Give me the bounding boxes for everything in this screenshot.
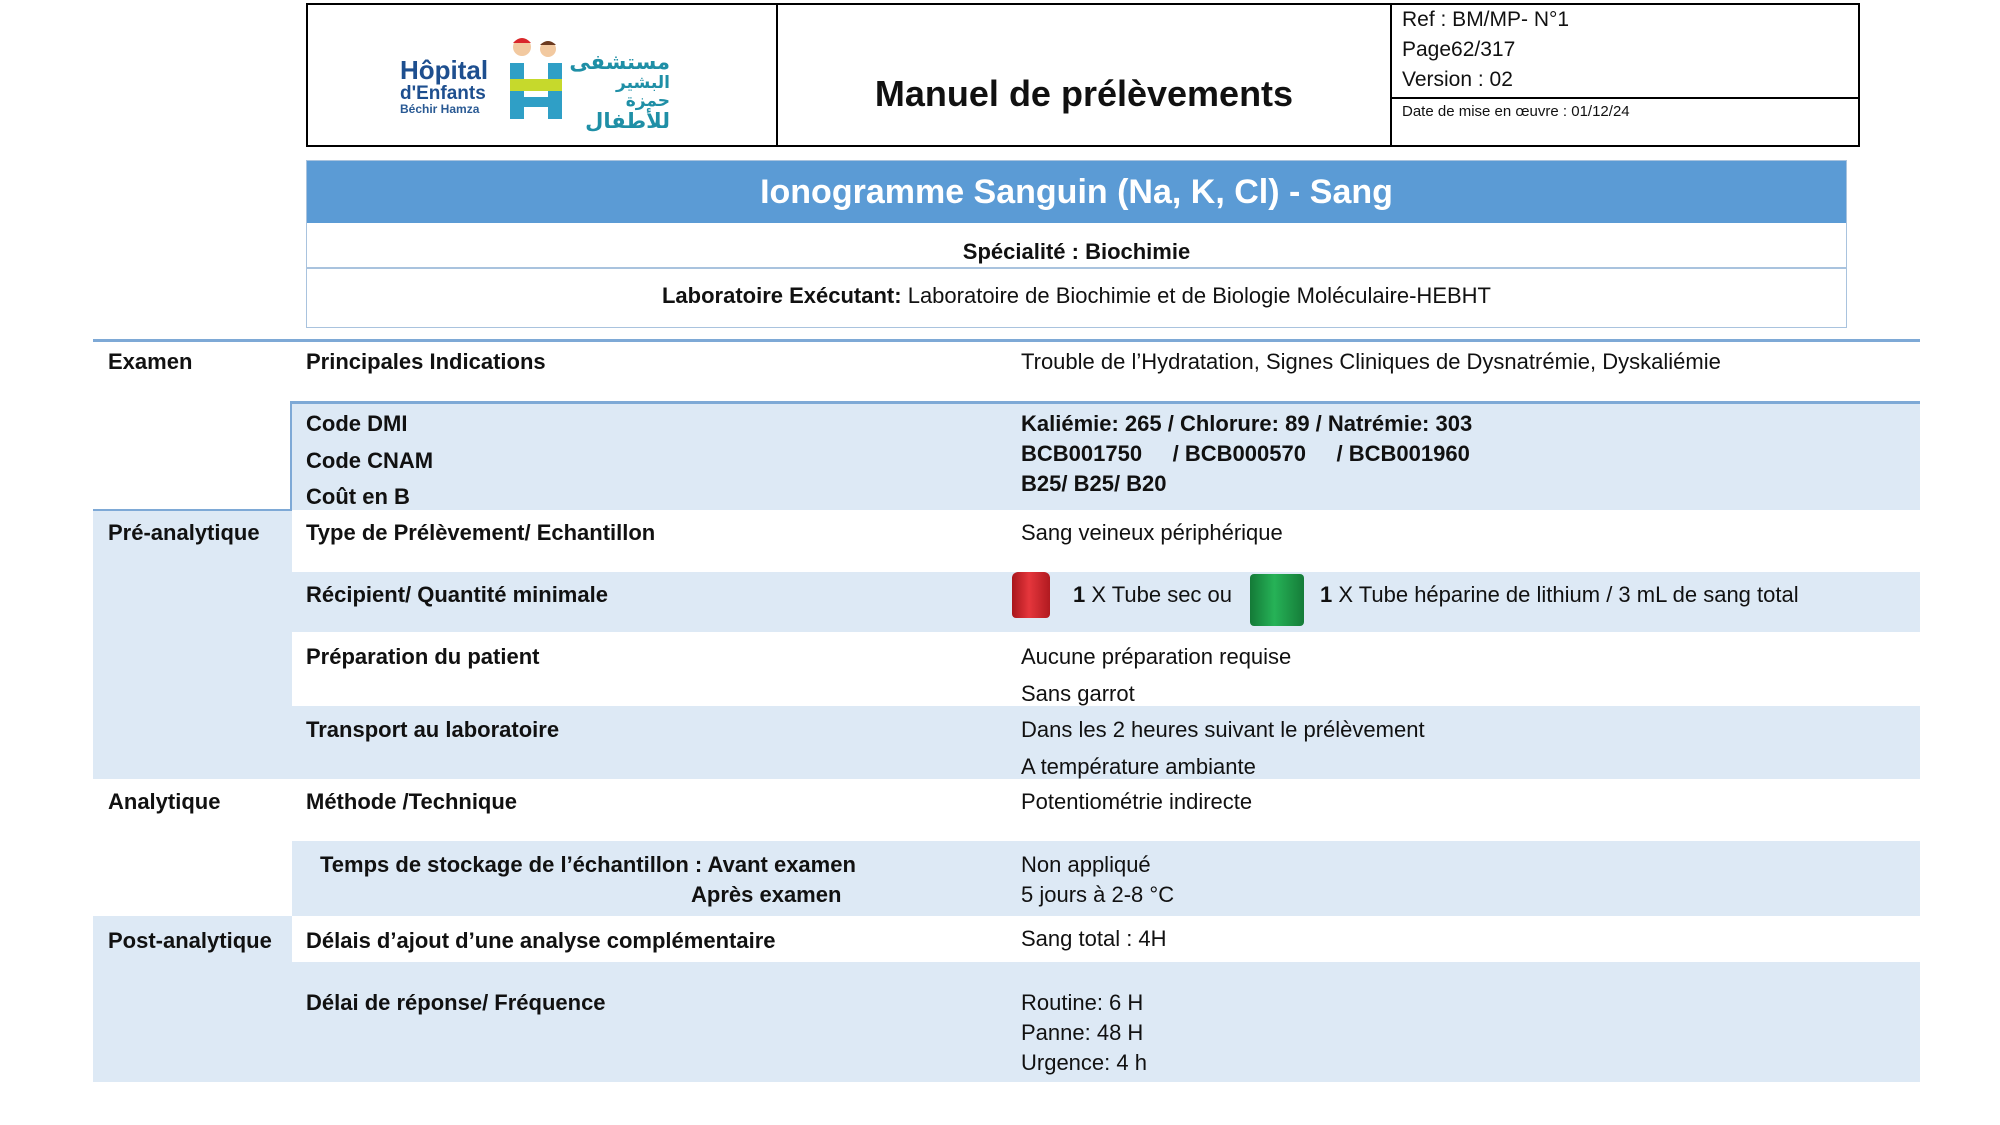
recipient-text-2: X Tube héparine de lithium / 3 mL de sang total [1332, 582, 1799, 607]
section-analytique: Analytique [108, 789, 221, 814]
reponse-label: Délai de réponse/ Fréquence [306, 990, 606, 1015]
version: Version : 02 [1402, 68, 1513, 91]
recipient-option-2 [1320, 582, 1799, 608]
effective-date: Date de mise en œuvre : 01/12/24 [1402, 103, 1630, 120]
logo-text-3: Béchir Hamza [400, 101, 480, 116]
methode-value: Potentiométrie indirecte [1021, 789, 1253, 814]
code-cnam-label: Code CNAM [306, 448, 434, 473]
delais-value: Sang total : 4H [1021, 926, 1167, 951]
exam-title-block [306, 160, 1847, 328]
executing-lab [307, 283, 1846, 309]
preparation-value-2: Sans garrot [1021, 681, 1135, 706]
recipient-label: Récipient/ Quantité minimale [306, 582, 608, 607]
indications-label: Principales Indications [306, 349, 546, 374]
recipient-text-1: X Tube sec ou [1085, 582, 1233, 607]
logo-arabic-2: البشير حمزة [616, 72, 670, 112]
reponse-value-3: Urgence: 4 h [1021, 1050, 1147, 1075]
stockage-label-1: Temps de stockage de l’échantillon : Avant examen [320, 852, 856, 877]
logo-text-2: d'Enfants [400, 82, 486, 104]
hospital-logo-icon [504, 33, 568, 121]
reference: Ref : BM/MP- N°1 [1402, 8, 1570, 31]
section-post-analytique: Post-analytique [108, 928, 272, 953]
logo-text-1: Hôpital [400, 55, 489, 85]
logo-arabic-1: مستشفى [569, 50, 670, 74]
exam-title: Ionogramme Sanguin (Na, K, Cl) - Sang [307, 161, 1846, 223]
code-cnam-value: BCB001750 / BCB000570 / BCB001960 [1021, 441, 1470, 466]
stockage-label-2: Après examen [691, 882, 842, 907]
reponse-value-2: Panne: 48 H [1021, 1020, 1144, 1045]
recipient-qty-1: 1 [1073, 582, 1086, 607]
transport-value-1: Dans les 2 heures suivant le prélèvement [1021, 717, 1425, 742]
stockage-value-1: Non appliqué [1021, 852, 1151, 877]
type-value: Sang veineux périphérique [1021, 520, 1283, 545]
green-tube-icon [1250, 574, 1304, 626]
logo-arabic-3: للأطفال [585, 109, 670, 134]
document-title: Manuel de prélèvements [874, 73, 1294, 114]
code-dmi-label: Code DMI [306, 411, 408, 436]
executing-lab-label: Laboratoire Exécutant: [661, 283, 902, 308]
stockage-value-2: 5 jours à 2-8 °C [1021, 882, 1175, 907]
transport-value-2: A température ambiante [1021, 754, 1256, 779]
section-examen: Examen [108, 349, 193, 374]
indications-value: Trouble de l’Hydratation, Signes Cliniques de Dysnatrémie, Dyskaliémie [1021, 349, 1721, 374]
transport-label: Transport au laboratoire [306, 717, 560, 742]
recipient-qty-2: 1 [1320, 582, 1333, 607]
executing-lab-value: Laboratoire de Biochimie et de Biologie Moléculaire-HEBHT [901, 283, 1491, 308]
section-pre-analytique: Pré-analytique [108, 520, 260, 545]
document-header [306, 3, 1860, 147]
cout-value: B25/ B25/ B20 [1021, 471, 1167, 496]
code-dmi-value: Kaliémie: 265 / Chlorure: 89 / Natrémie: 303 [1021, 411, 1473, 436]
recipient-option-1 [1073, 582, 1232, 608]
preparation-label: Préparation du patient [306, 644, 540, 669]
pre-analytique-band [93, 511, 292, 779]
preparation-value-1: Aucune préparation requise [1021, 644, 1292, 669]
specialty: Spécialité : Biochimie [962, 239, 1191, 264]
delais-label: Délais d’ajout d’une analyse complémentaire [306, 928, 776, 953]
methode-label: Méthode /Technique [306, 789, 518, 814]
cout-label: Coût en B [306, 484, 410, 509]
red-tube-icon [1012, 572, 1050, 618]
table-top-border [93, 339, 1920, 342]
reponse-value-1: Routine: 6 H [1021, 990, 1144, 1015]
type-label: Type de Prélèvement/ Echantillon [306, 520, 656, 545]
page-number: Page62/317 [1402, 38, 1516, 61]
